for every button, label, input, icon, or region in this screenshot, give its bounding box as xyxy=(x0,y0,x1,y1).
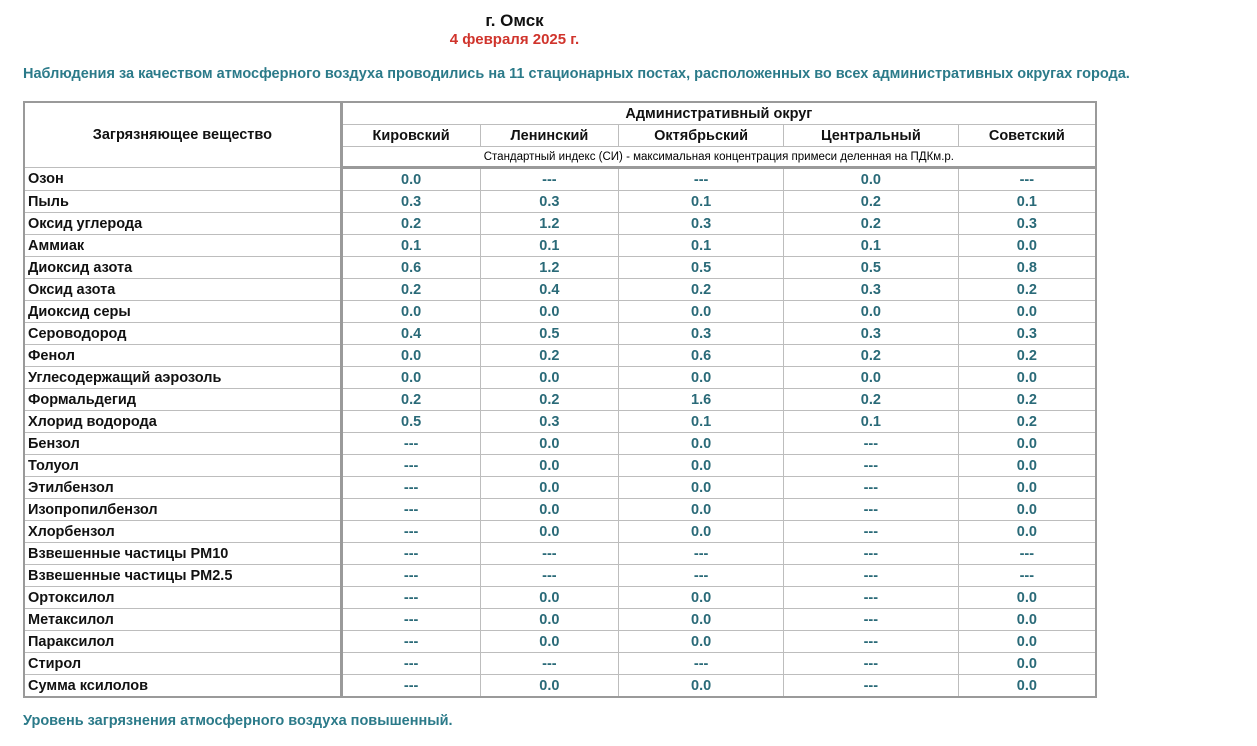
index-value: 0.2 xyxy=(480,389,619,411)
index-value: 0.0 xyxy=(480,521,619,543)
index-value: --- xyxy=(341,455,480,477)
index-value: 0.0 xyxy=(783,168,958,191)
index-value: 0.0 xyxy=(958,367,1096,389)
index-value: 1.2 xyxy=(480,257,619,279)
pollutant-name: Этилбензол xyxy=(24,477,341,499)
index-value: --- xyxy=(480,653,619,675)
index-value: 1.2 xyxy=(480,213,619,235)
table-row xyxy=(24,587,1096,609)
index-value: 0.0 xyxy=(958,235,1096,257)
index-value: 0.2 xyxy=(341,279,480,301)
index-value: 0.2 xyxy=(958,279,1096,301)
index-value: 0.0 xyxy=(958,455,1096,477)
pollutant-name: Аммиак xyxy=(24,235,341,257)
index-value: 0.0 xyxy=(480,587,619,609)
district-column-header: Ленинский xyxy=(480,125,619,147)
index-value: 0.8 xyxy=(958,257,1096,279)
index-value: 0.3 xyxy=(958,213,1096,235)
index-value: 0.0 xyxy=(619,675,784,698)
table-row xyxy=(24,675,1096,698)
pollutant-name: Сумма ксилолов xyxy=(24,675,341,698)
index-value: 0.5 xyxy=(341,411,480,433)
index-value: --- xyxy=(958,168,1096,191)
index-value: 0.0 xyxy=(480,455,619,477)
index-value: --- xyxy=(341,631,480,653)
index-value: 0.0 xyxy=(480,609,619,631)
table-row xyxy=(24,411,1096,433)
index-value: 0.1 xyxy=(783,235,958,257)
index-value: 0.2 xyxy=(341,213,480,235)
index-value: --- xyxy=(480,168,619,191)
index-value: --- xyxy=(783,587,958,609)
pollutant-name: Диоксид серы xyxy=(24,301,341,323)
index-value: --- xyxy=(341,675,480,698)
index-value: --- xyxy=(341,587,480,609)
district-column-header: Кировский xyxy=(341,125,480,147)
index-value: 0.3 xyxy=(619,323,784,345)
table-row xyxy=(24,631,1096,653)
index-value: 0.4 xyxy=(341,323,480,345)
index-value: 0.0 xyxy=(619,587,784,609)
pollutant-name: Взвешенные частицы PM10 xyxy=(24,543,341,565)
table-row xyxy=(24,345,1096,367)
index-value: 1.6 xyxy=(619,389,784,411)
index-value: 0.0 xyxy=(480,433,619,455)
pollutant-name: Взвешенные частицы PM2.5 xyxy=(24,565,341,587)
report-header xyxy=(0,11,1257,48)
pollutant-name: Фенол xyxy=(24,345,341,367)
index-value: 0.2 xyxy=(480,345,619,367)
index-value: 0.0 xyxy=(480,367,619,389)
index-value: 0.1 xyxy=(619,191,784,213)
index-value: 0.0 xyxy=(619,367,784,389)
index-value: 0.2 xyxy=(783,345,958,367)
pollutant-name: Параксилол xyxy=(24,631,341,653)
index-value: 0.1 xyxy=(619,235,784,257)
index-value: 0.1 xyxy=(958,191,1096,213)
pollutant-name: Формальдегид xyxy=(24,389,341,411)
index-value: 0.0 xyxy=(958,499,1096,521)
index-value: 0.0 xyxy=(958,587,1096,609)
report-date: 4 февраля 2025 г. xyxy=(449,31,580,48)
district-column-header: Центральный xyxy=(783,125,958,147)
index-value: 0.3 xyxy=(783,279,958,301)
index-value: --- xyxy=(341,521,480,543)
index-note: Стандартный индекс (СИ) - максимальная концентрация примеси деленная на ПДКм.р. xyxy=(341,147,1096,168)
pollutant-name: Углесодержащий аэрозоль xyxy=(24,367,341,389)
district-column-header: Октябрьский xyxy=(619,125,784,147)
index-value: --- xyxy=(341,609,480,631)
index-value: 0.3 xyxy=(480,191,619,213)
index-value: --- xyxy=(341,653,480,675)
index-value: 0.0 xyxy=(619,433,784,455)
index-value: --- xyxy=(783,675,958,698)
index-value: 0.0 xyxy=(958,433,1096,455)
index-value: 0.1 xyxy=(783,411,958,433)
index-value: --- xyxy=(783,455,958,477)
pollutant-name: Хлорбензол xyxy=(24,521,341,543)
index-value: 0.0 xyxy=(480,301,619,323)
pollutant-name: Оксид азота xyxy=(24,279,341,301)
index-value: 0.4 xyxy=(480,279,619,301)
index-value: 0.3 xyxy=(958,323,1096,345)
intro-text: Наблюдения за качеством атмосферного воздуха проводились на 11 стационарных постах, расположенных во всех административных округах города. xyxy=(23,66,1130,82)
index-value: --- xyxy=(783,609,958,631)
index-value: 0.6 xyxy=(619,345,784,367)
table-row xyxy=(24,543,1096,565)
index-value: --- xyxy=(783,521,958,543)
index-value: 0.2 xyxy=(783,389,958,411)
index-value: --- xyxy=(783,631,958,653)
index-value: 0.0 xyxy=(619,477,784,499)
index-value: 0.0 xyxy=(341,301,480,323)
index-value: 0.0 xyxy=(341,345,480,367)
index-value: --- xyxy=(480,543,619,565)
table-row xyxy=(24,389,1096,411)
pollution-level-summary: Уровень загрязнения атмосферного воздуха повышенный. xyxy=(23,713,453,729)
table-row xyxy=(24,213,1096,235)
index-value: --- xyxy=(783,433,958,455)
index-value: 0.0 xyxy=(783,367,958,389)
pollutant-name: Хлорид водорода xyxy=(24,411,341,433)
index-value: --- xyxy=(958,565,1096,587)
table-row xyxy=(24,323,1096,345)
pollutant-name: Метаксилол xyxy=(24,609,341,631)
index-value: 0.3 xyxy=(341,191,480,213)
table-row xyxy=(24,301,1096,323)
pollutant-header: Загрязняющее вещество xyxy=(24,102,341,168)
pollutant-name: Озон xyxy=(24,168,341,191)
index-value: --- xyxy=(480,565,619,587)
pollutant-name: Изопропилбензол xyxy=(24,499,341,521)
index-value: 0.0 xyxy=(958,653,1096,675)
index-value: 0.2 xyxy=(783,213,958,235)
table-row xyxy=(24,521,1096,543)
index-value: 0.3 xyxy=(619,213,784,235)
pollutant-name: Ортоксилол xyxy=(24,587,341,609)
index-value: 0.0 xyxy=(619,301,784,323)
table-row xyxy=(24,565,1096,587)
index-value: 0.0 xyxy=(619,521,784,543)
table-row xyxy=(24,257,1096,279)
index-value: 0.0 xyxy=(480,477,619,499)
pollutant-name: Диоксид азота xyxy=(24,257,341,279)
index-value: 0.5 xyxy=(480,323,619,345)
city-title: г. Омск xyxy=(485,11,544,30)
pollutant-name: Бензол xyxy=(24,433,341,455)
district-header: Административный округ xyxy=(341,102,1096,125)
index-value: 0.2 xyxy=(958,345,1096,367)
index-value: 0.2 xyxy=(958,389,1096,411)
index-value: 0.0 xyxy=(619,455,784,477)
table-row xyxy=(24,455,1096,477)
index-value: 0.2 xyxy=(341,389,480,411)
table-row xyxy=(24,279,1096,301)
index-value: --- xyxy=(619,543,784,565)
index-value: 0.5 xyxy=(619,257,784,279)
index-value: 0.2 xyxy=(958,411,1096,433)
index-value: 0.0 xyxy=(480,631,619,653)
table-row xyxy=(24,235,1096,257)
table-row xyxy=(24,477,1096,499)
index-value: --- xyxy=(341,477,480,499)
index-value: 0.0 xyxy=(783,301,958,323)
index-value: 0.2 xyxy=(783,191,958,213)
index-value: 0.0 xyxy=(619,631,784,653)
index-value: 0.0 xyxy=(480,499,619,521)
index-value: 0.5 xyxy=(783,257,958,279)
table-row xyxy=(24,433,1096,455)
index-value: 0.0 xyxy=(480,675,619,698)
index-value: --- xyxy=(619,168,784,191)
pollutant-name: Оксид углерода xyxy=(24,213,341,235)
index-value: 0.1 xyxy=(480,235,619,257)
table-row xyxy=(24,653,1096,675)
pollutant-name: Стирол xyxy=(24,653,341,675)
index-value: 0.0 xyxy=(958,477,1096,499)
table-row xyxy=(24,499,1096,521)
table-row xyxy=(24,609,1096,631)
index-value: 0.3 xyxy=(783,323,958,345)
index-value: --- xyxy=(783,499,958,521)
index-value: 0.1 xyxy=(341,235,480,257)
pollutant-name: Пыль xyxy=(24,191,341,213)
index-value: 0.0 xyxy=(619,609,784,631)
index-value: 0.2 xyxy=(619,279,784,301)
index-value: --- xyxy=(783,565,958,587)
index-value: 0.0 xyxy=(619,499,784,521)
index-value: --- xyxy=(341,543,480,565)
index-value: --- xyxy=(783,653,958,675)
table-row xyxy=(24,367,1096,389)
index-value: 0.3 xyxy=(480,411,619,433)
table-row xyxy=(24,168,1096,191)
index-value: 0.0 xyxy=(341,168,480,191)
pollutant-name: Толуол xyxy=(24,455,341,477)
index-value: 0.0 xyxy=(958,675,1096,698)
index-value: --- xyxy=(783,543,958,565)
index-value: --- xyxy=(619,565,784,587)
index-value: 0.0 xyxy=(958,609,1096,631)
index-value: 0.0 xyxy=(341,367,480,389)
district-column-header: Советский xyxy=(958,125,1096,147)
air-quality-table xyxy=(23,101,1097,698)
index-value: --- xyxy=(341,499,480,521)
index-value: --- xyxy=(341,565,480,587)
index-value: 0.1 xyxy=(619,411,784,433)
index-value: 0.0 xyxy=(958,631,1096,653)
index-value: --- xyxy=(783,477,958,499)
index-value: 0.0 xyxy=(958,301,1096,323)
pollutant-name: Сероводород xyxy=(24,323,341,345)
index-value: --- xyxy=(341,433,480,455)
table-row xyxy=(24,191,1096,213)
index-value: 0.0 xyxy=(958,521,1096,543)
index-value: --- xyxy=(958,543,1096,565)
index-value: 0.6 xyxy=(341,257,480,279)
index-value: --- xyxy=(619,653,784,675)
